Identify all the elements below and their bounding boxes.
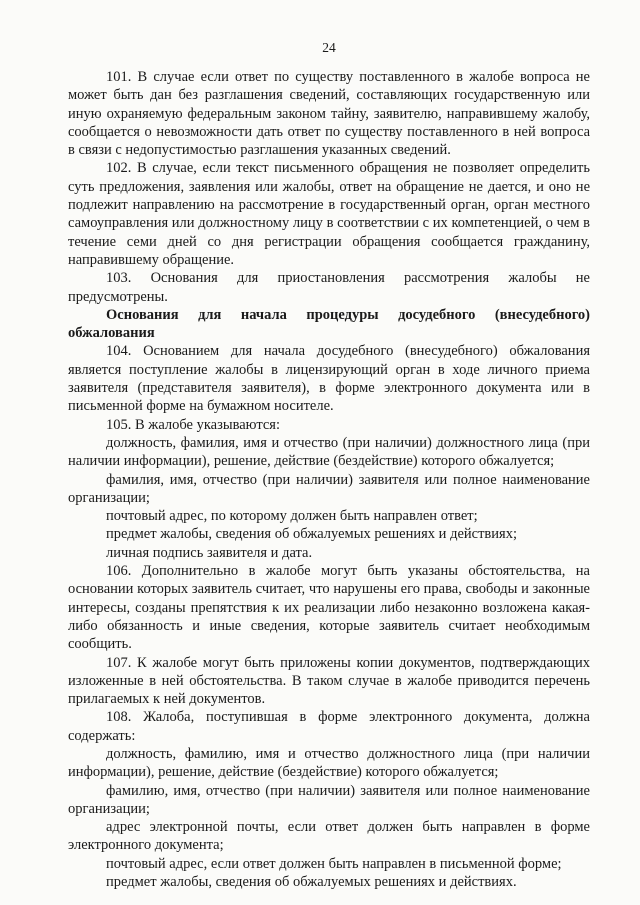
paragraph-107: 107. К жалобе могут быть приложены копии документов, подтверждающих изложенные в ней обстоятельства. В таком случае в жалобе приводится перечень прилагаемых к ней документов.	[68, 654, 590, 708]
paragraph-103-continued: предусмотрены.	[68, 288, 168, 305]
list-item: почтовый адрес, если ответ должен быть направлен в письменной форме;	[106, 855, 562, 872]
list-item: фамилию, имя, отчество (при наличии) заявителя или полное наименование организации;	[68, 782, 590, 817]
list-item: адрес электронной почты, если ответ должен быть направлен в форме электронного документа;	[68, 819, 590, 854]
paragraph-103: 103. Основания для приостановления рассмотрения жалобы не	[106, 270, 590, 287]
list-item: предмет жалобы, сведения об обжалуемых решениях и действиях;	[106, 526, 517, 543]
section-heading: Основания для начала процедуры досудебного (внесудебного) обжалования	[68, 306, 590, 342]
list-item: почтовый адрес, по которому должен быть направлен ответ;	[106, 508, 478, 525]
page-number: 24	[322, 40, 336, 55]
list-item: фамилия, имя, отчество (при наличии) заявителя или полное наименование организации;	[68, 471, 590, 506]
paragraph-105: 105. В жалобе указываются:	[106, 416, 280, 433]
paragraph-104: 104. Основанием для начала досудебного (внесудебного) обжалования является поступление жалобы в лицензирующий орган в ходе личного приема заявителя (представителя заявителя), в форме электронного документа или в письменной форме на бумажном носителе.	[68, 343, 590, 415]
document-body	[68, 68, 590, 891]
list-item: должность, фамилию, имя и отчество должностного лица (при наличии информации), решение, действие (бездействие) которого обжалуется;	[68, 745, 590, 781]
paragraph-108: 108. Жалоба, поступившая в форме электронного документа, должна содержать:	[68, 709, 590, 744]
paragraph-102: 102. В случае, если текст письменного обращения не позволяет определить суть предложения, заявления или жалобы, ответ на обращение не дается, и оно не подлежит направлению на рассмотрение в государственный орган, орган местного самоуправления или должностному лицу в соответствии с их компетенцией, о чем в течение семи дней со дня регистрации обращения сообщается гражданину, направившему обращение.	[68, 160, 590, 268]
list-item: должность, фамилия, имя и отчество (при наличии) должностного лица (при наличии информации), решение, действие (бездействие) которого обжалуется;	[68, 434, 590, 470]
list-item: предмет жалобы, сведения об обжалуемых решениях и действиях.	[106, 874, 517, 891]
paragraph-106: 106. Дополнительно в жалобе могут быть указаны обстоятельства, на основании которых заявитель считает, что нарушены его права, свободы и законные интересы, созданы препятствия к их реализации либо незаконно возложена какая-либо обязанность и иные сведения, которые заявитель считает необходимым сообщить.	[68, 563, 590, 653]
list-item: личная подпись заявителя и дата.	[106, 544, 313, 561]
paragraph-101: 101. В случае если ответ по существу поставленного в жалобе вопроса не может быть дан без разглашения сведений, составляющих государственную или иную охраняемую федеральным законом тайну, заявителю, направившему жалобу, сообщается о невозможности дать ответ по существу поставленного в ней вопроса в связи с недопустимостью разглашения указанных сведений.	[68, 69, 590, 159]
